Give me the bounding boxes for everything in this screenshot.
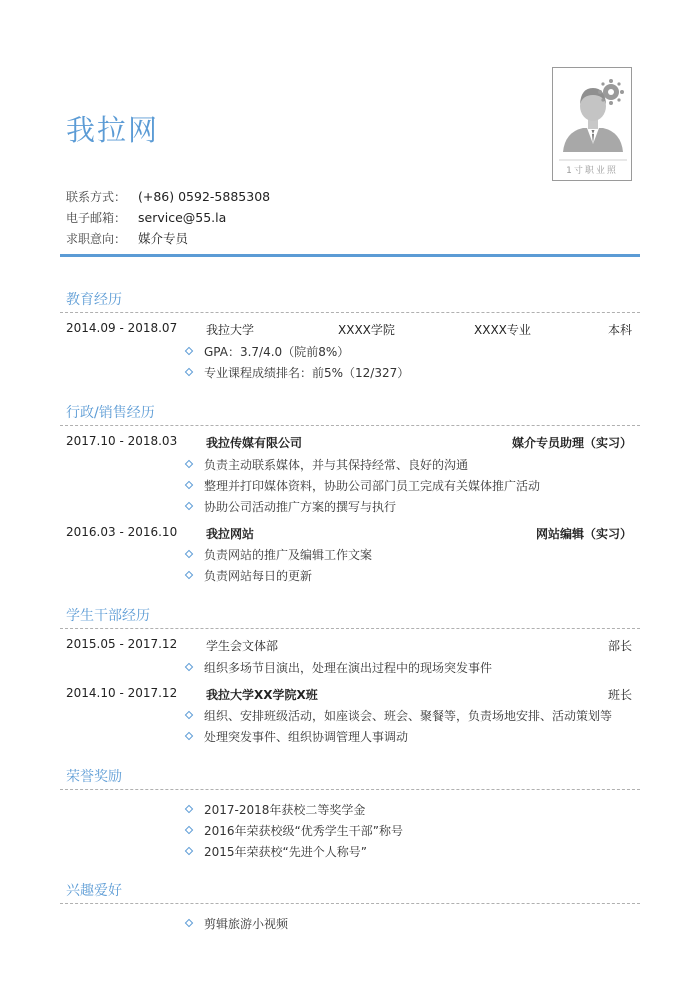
diamond-bullet-icon	[185, 347, 193, 355]
cadre-entry	[66, 686, 632, 706]
photo-caption: 1寸职业照	[566, 166, 618, 176]
entry-date: 2015.05 - 2017.12	[66, 637, 178, 651]
entry-date: 2016.03 - 2016.10	[66, 525, 178, 539]
entry-college: XXXX学院	[338, 323, 395, 337]
diamond-bullet-icon	[185, 550, 193, 558]
diamond-bullet-icon	[185, 481, 193, 489]
section-title-hobbies: 兴趣爱好	[66, 883, 122, 899]
contact-email-row	[66, 207, 270, 228]
profile-photo	[552, 67, 632, 181]
objective-value: 媒介专员	[138, 231, 189, 246]
section-divider	[60, 789, 640, 790]
header-divider	[60, 254, 640, 257]
diamond-bullet-icon	[185, 460, 193, 468]
diamond-bullet-icon	[185, 847, 193, 855]
entry-org: 学生会文体部	[206, 639, 279, 653]
contact-label: 求职意向：	[66, 232, 127, 246]
phone-value: (+86) 0592-5885308	[138, 189, 271, 204]
contact-label: 电子邮箱：	[66, 211, 127, 225]
section-title-work: 行政/销售经历	[66, 405, 155, 421]
contact-phone-row	[66, 186, 270, 207]
diamond-bullet-icon	[185, 805, 193, 813]
diamond-bullet-icon	[185, 919, 193, 927]
section-title-education: 教育经历	[66, 292, 122, 308]
contact-info	[66, 186, 270, 249]
entry-org: 我拉传媒有限公司	[206, 436, 303, 450]
section-divider	[60, 903, 640, 904]
entry-date: 2014.09 - 2018.07	[66, 321, 178, 335]
entry-role: 部长	[607, 639, 632, 653]
entry-major: XXXX专业	[474, 323, 531, 337]
entry-school: 我拉大学	[206, 323, 255, 337]
section-title-cadre: 学生干部经历	[66, 608, 150, 624]
entry-role: 班长	[607, 688, 632, 702]
entry-degree: 本科	[607, 323, 632, 337]
diamond-bullet-icon	[185, 732, 193, 740]
diamond-bullet-icon	[185, 663, 193, 671]
education-entry	[66, 321, 632, 341]
section-divider	[60, 312, 640, 313]
candidate-name: 我拉网	[66, 113, 160, 147]
entry-date: 2014.10 - 2017.12	[66, 686, 178, 700]
diamond-bullet-icon	[185, 571, 193, 579]
diamond-bullet-icon	[185, 711, 193, 719]
diamond-bullet-icon	[185, 368, 193, 376]
entry-date: 2017.10 - 2018.03	[66, 434, 178, 448]
contact-objective-row	[66, 228, 270, 249]
diamond-bullet-icon	[185, 826, 193, 834]
entry-org: 我拉网站	[206, 527, 255, 541]
entry-role: 媒介专员助理（实习）	[511, 436, 632, 450]
diamond-bullet-icon	[185, 502, 193, 510]
contact-label: 联系方式：	[66, 190, 127, 204]
section-title-honors: 荣誉奖励	[66, 769, 122, 785]
cadre-entry	[66, 637, 632, 657]
work-entry	[66, 525, 632, 545]
section-divider	[60, 628, 640, 629]
entry-role: 网站编辑（实习）	[535, 527, 632, 541]
section-divider	[60, 425, 640, 426]
entry-org: 我拉大学XX学院X班	[206, 688, 318, 702]
email-value: service@55.la	[138, 210, 227, 225]
work-entry	[66, 434, 632, 454]
resume-page: 我拉网 1寸职业照 联系方式： (+86) 0592-5885308 电子邮箱： service@55.la 求职意向： 媒介专员 教育经历 2014.09 - 2018.07 我拉大学 XXXX学院 XXXX专业 本科 GPA：3.7/4.0（院前8%） 专业课程成绩排名：前5%（12/327） 行政/销售经历 2017.10 - 2018.03 我拉传媒有限公司 媒介专员助理（实习） 负责主动联系媒体，并与其保持经常、良好的沟通 整理并打印媒体资料，协助公司部门员工完成有关媒体推广活动 协助公司活动推广方案的撰写与执行 2016.03 - 2016.10 我拉网站 网站编辑（实习） 负责网站的推广及编辑工作文案 负责网站每日的更新 学生干部经历 2015.05 - 2017.12 学生会文体部 部长 组织多场节目演出，处理在演出过程中的现场突发事件 2014.10 - 2017.12 我拉大学XX学院X班 班长 组织、安排班级活动，如座谈会、班会、聚餐等，负责场地安排、活动策划等 处理突发事件、组织协调管理人事调动 荣誉奖励 2017-2018年获校二等奖学金 2016年荣获校级“优秀学生干部”称号 2015年荣获校“先进个人称号” 兴趣爱好 剪辑旅游小视频	[0, 0, 700, 990]
